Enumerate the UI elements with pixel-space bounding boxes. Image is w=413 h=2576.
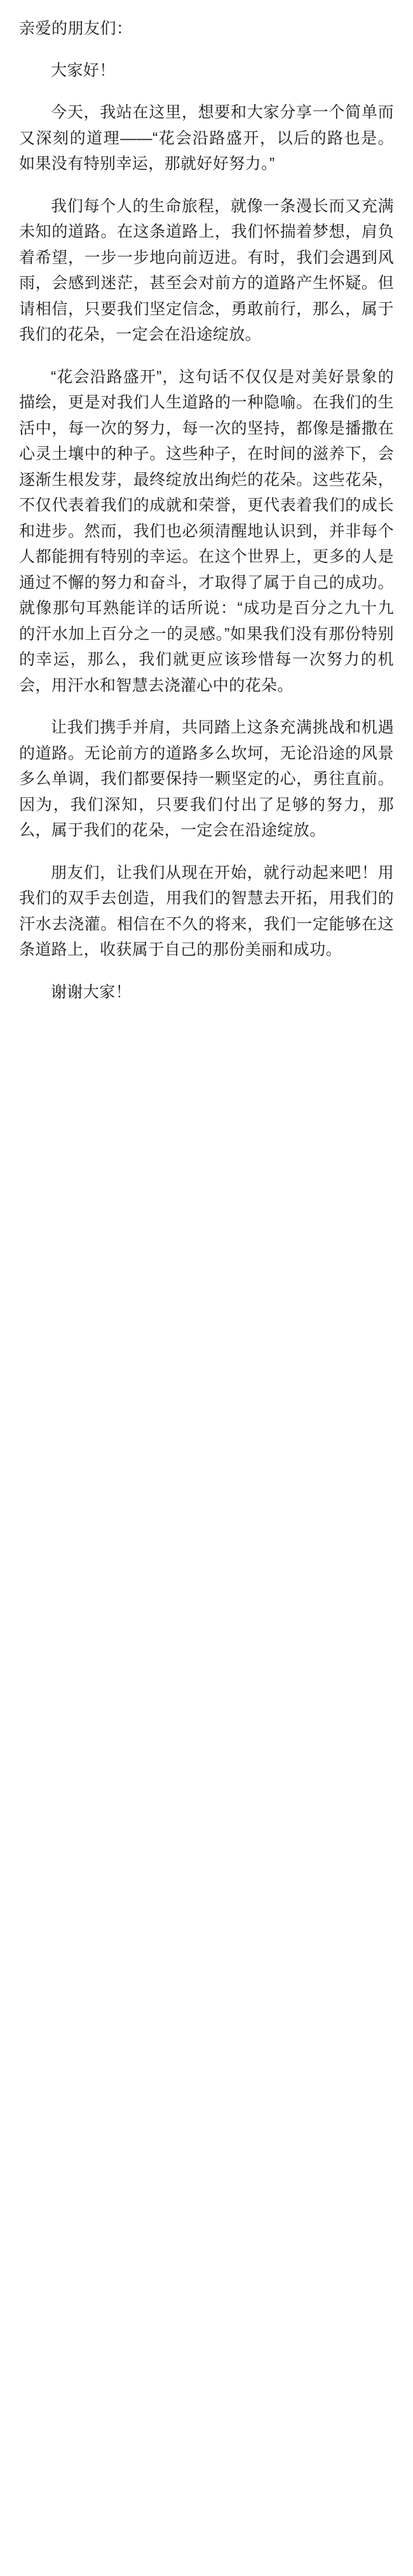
body-paragraph-2: 我们每个人的生命旅程，就像一条漫长而又充满未知的道路。在这条道路上，我们怀揣着梦想，肩负着希望，一步一步地向前迈进。有时，我们会遇到风雨，会感到迷茫，甚至会对前方的道路产生怀疑。但请相信，只要我们坚定信念，勇敢前行，那么，属于我们的花朵，一定会在沿途绽放。 [19, 197, 394, 344]
body-paragraph-1: 今天，我站在这里，想要和大家分享一个简单而又深刻的道理——“花会沿路盛开，以后的路也是。如果没有特别幸运，那就好好努力。” [19, 103, 394, 173]
closing: 谢谢大家！ [51, 983, 132, 1001]
greeting: 大家好！ [51, 61, 116, 79]
body-paragraph-5: 朋友们，让我们从现在开始，就行动起来吧！用我们的双手去创造，用我们的智慧去开拓，用我们的汗水去浇灌。相信在不久的将来，我们一定能够在这条道路上，收获属于自己的那份美丽和成功。 [19, 863, 394, 959]
body-paragraph-3: “花会沿路盛开”，这句话不仅仅是对美好景象的描绘，更是对我们人生道路的一种隐喻。在我们的生活中，每一次的努力，每一次的坚持，都像是播撒在心灵土壤中的种子。这些种子，在时间的滋养下，会逐渐生根发芽，最终绽放出绚烂的花朵。这些花朵，不仅代表着我们的成就和荣誉，更代表着我们的成长和进步。然而，我们也必须清醒地认识到，并非每个人都能拥有特别的幸运。在这个世界上，更多的人是通过不懈的努力和奋斗，才取得了属于自己的成功。就像那句耳熟能详的话所说：“成功是百分之九十九的汗水加上百分之一的灵感。”如果我们没有那份特别的幸运，那么，我们就更应该珍惜每一次努力的机会，用汗水和智慧去浇灌心中的花朵。 [19, 368, 394, 694]
body-paragraph-4: 让我们携手并肩，共同踏上这条充满挑战和机遇的道路。无论前方的道路多么坎坷，无论沿途的风景多么单调，我们都要保持一颗坚定的心，勇往直前。因为，我们深知，只要我们付出了足够的努力，那么，属于我们的花朵，一定会在沿途绽放。 [19, 719, 394, 840]
salutation: 亲爱的朋友们： [19, 20, 133, 37]
